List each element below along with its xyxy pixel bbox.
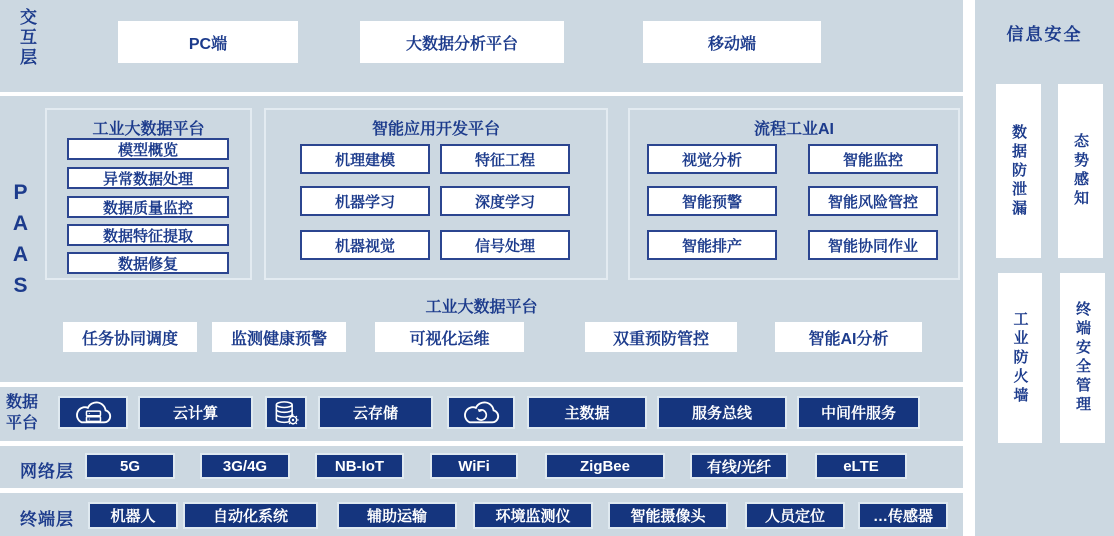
node-intelligent-ai-analysis: 智能AI分析 bbox=[775, 322, 922, 352]
node-visual-operations: 可视化运维 bbox=[375, 322, 524, 352]
data-platform-label: 数据平台 bbox=[6, 394, 39, 432]
node-nb-iot: NB-IoT bbox=[315, 453, 404, 479]
node-deep-learning: 深度学习 bbox=[440, 186, 570, 216]
node-signal-processing: 信号处理 bbox=[440, 230, 570, 260]
node-sensors: …传感器 bbox=[858, 502, 948, 529]
node-environment-monitor: 环境监测仪 bbox=[473, 502, 593, 529]
node-5g: 5G bbox=[85, 453, 175, 479]
node-zigbee: ZigBee bbox=[545, 453, 665, 479]
node-intelligent-collaboration: 智能协同作业 bbox=[808, 230, 938, 260]
node-wifi: WiFi bbox=[430, 453, 518, 479]
node-data-quality-monitoring: 数据质量监控 bbox=[67, 196, 229, 218]
group-title: 智能应用开发平台 bbox=[371, 121, 500, 138]
interaction-layer-band bbox=[0, 0, 963, 92]
database-gear-icon bbox=[265, 396, 307, 429]
node-machine-vision: 机器视觉 bbox=[300, 230, 430, 260]
interaction-layer-label: 交互层 bbox=[17, 8, 36, 68]
node-robot: 机器人 bbox=[88, 502, 178, 529]
node-mechanism-modeling: 机理建模 bbox=[300, 144, 430, 174]
node-cloud-computing: 云计算 bbox=[138, 396, 253, 429]
group-title: 流程工业AI bbox=[753, 121, 834, 138]
node-feature-engineering: 特征工程 bbox=[440, 144, 570, 174]
platform-row-title: 工业大数据平台 bbox=[425, 299, 538, 316]
node-mobile-client: 移动端 bbox=[643, 21, 821, 63]
group-intelligent-app-dev-platform bbox=[264, 108, 608, 280]
group-title: 工业大数据平台 bbox=[92, 121, 205, 138]
data-platform-band bbox=[0, 387, 963, 441]
node-bigdata-analysis-platform: 大数据分析平台 bbox=[360, 21, 564, 63]
group-industrial-bigdata-platform bbox=[45, 108, 252, 280]
terminal-layer-band bbox=[0, 493, 963, 536]
node-personnel-positioning: 人员定位 bbox=[745, 502, 845, 529]
node-situation-awareness: 态势感知 bbox=[1058, 84, 1103, 258]
group-process-industry-ai bbox=[628, 108, 960, 280]
node-intelligent-warning: 智能预警 bbox=[647, 186, 777, 216]
node-data-leak-prevention: 数据防泄漏 bbox=[996, 84, 1041, 258]
node-machine-learning: 机器学习 bbox=[300, 186, 430, 216]
node-abnormal-data-processing: 异常数据处理 bbox=[67, 167, 229, 189]
node-health-monitoring-warning: 监测健康预警 bbox=[212, 322, 346, 352]
node-data-feature-extraction: 数据特征提取 bbox=[67, 224, 229, 246]
node-intelligent-monitoring: 智能监控 bbox=[808, 144, 938, 174]
node-pc-client: PC端 bbox=[118, 21, 298, 63]
node-industrial-firewall: 工业防火墙 bbox=[998, 273, 1042, 443]
node-dual-prevention-control: 双重预防管控 bbox=[585, 322, 737, 352]
network-layer-band bbox=[0, 446, 963, 488]
network-layer-label: 网络层 bbox=[20, 462, 74, 481]
node-cloud-storage: 云存储 bbox=[318, 396, 433, 429]
node-middleware-service: 中间件服务 bbox=[797, 396, 920, 429]
information-security-column bbox=[975, 0, 1114, 536]
cloud-sync-icon bbox=[447, 396, 515, 429]
paas-layer-band bbox=[0, 96, 963, 382]
node-task-coordination: 任务协同调度 bbox=[63, 322, 197, 352]
information-security-title: 信息安全 bbox=[1006, 25, 1083, 44]
cloud-server-icon bbox=[58, 396, 128, 429]
node-automation-system: 自动化系统 bbox=[183, 502, 318, 529]
node-3g-4g: 3G/4G bbox=[200, 453, 290, 479]
node-visual-analysis: 视觉分析 bbox=[647, 144, 777, 174]
node-elte: eLTE bbox=[815, 453, 907, 479]
node-terminal-security-management: 终端安全管理 bbox=[1060, 273, 1105, 443]
node-intelligent-risk-control: 智能风险管控 bbox=[808, 186, 938, 216]
node-auxiliary-transport: 辅助运输 bbox=[337, 502, 457, 529]
node-data-repair: 数据修复 bbox=[67, 252, 229, 274]
node-smart-camera: 智能摄像头 bbox=[608, 502, 728, 529]
node-wired-fiber: 有线/光纤 bbox=[690, 453, 788, 479]
node-service-bus: 服务总线 bbox=[657, 396, 787, 429]
terminal-layer-label: 终端层 bbox=[20, 510, 74, 529]
node-master-data: 主数据 bbox=[527, 396, 647, 429]
paas-layer-label: PAAS bbox=[9, 181, 32, 305]
node-intelligent-scheduling: 智能排产 bbox=[647, 230, 777, 260]
node-model-overview: 模型概览 bbox=[67, 138, 229, 160]
